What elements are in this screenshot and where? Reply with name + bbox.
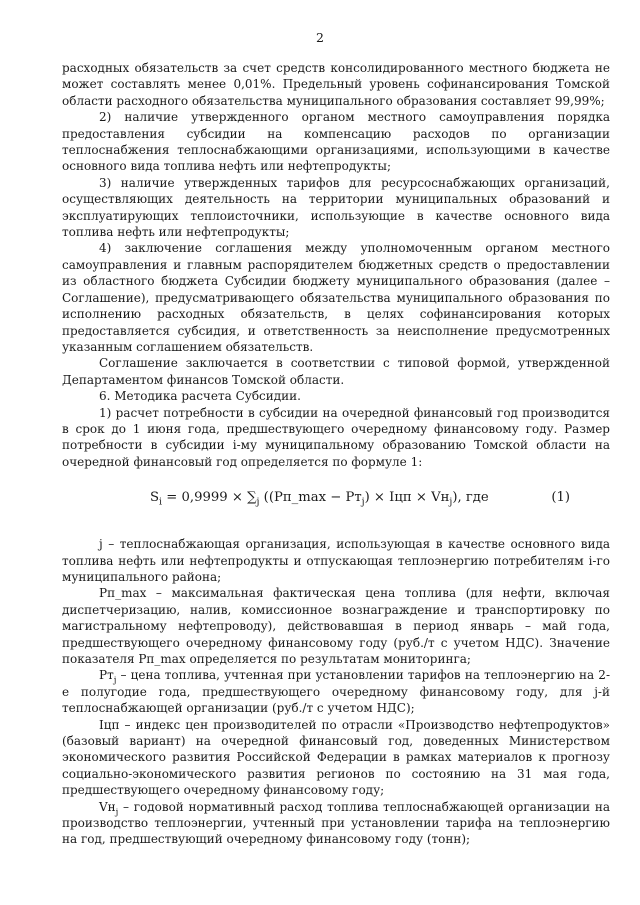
definition-pt-body: – цена топлива, учтенная при установлении тарифов на теплоэнергию на 2-е полугодие года, предшествующего очередному финансовому году, для j-й теплоснабжающей организации (руб./т с учетом НДС);	[62, 668, 610, 716]
definition-vn-body: – годовой нормативный расход топлива теплоснабжающей организации на производство теплоэнергии, учтенный при установлении тарифа на теплоэнергию на год, предшествующий очередному финансовому году (тонн);	[62, 799, 610, 847]
definition-pt	[62, 667, 610, 716]
formula-block	[62, 484, 610, 510]
paragraph-continuation: расходных обязательств за счет средств консолидированного местного бюджета не может составлять менее 0,01%. Предельный уровень софинансирования Томской области расходного обязательства муниципального образования составляет 99,99%;	[62, 61, 610, 108]
formula-vn-sub: j	[449, 496, 453, 508]
formula-coefficient: = 0,9999 × ∑	[162, 490, 257, 506]
formula-close: ), где	[452, 490, 489, 506]
definition-vn-head: Vн	[99, 799, 116, 814]
definition-pt-sub: j	[113, 675, 117, 686]
formula	[150, 490, 489, 506]
paragraph-calculation: 1) расчет потребности в субсидии на очередной финансовый год производится в срок до 1 июня года, предшествующего очередному финансовому году. Размер потребности в субсидии i-му муниципальному образованию Томской области на очередной финансовый год определяется по формуле 1:	[62, 405, 610, 469]
definition-icp: Iцп – индекс цен производителей по отрасли «Производство нефтепродуктов» (базовый вариант) на очередной финансовый год, доведенных Министерством экономического развития Российской Федерации в рамках материалов к прогнозу социально-экономического развития регионов по состоянию на 31 мая года, предшествующего очередному финансовому году;	[62, 717, 610, 798]
paragraph-item-3: 3) наличие утвержденных тарифов для ресурсоснабжающих организаций, осуществляющих деятельность на территории муниципальных образований и эксплуатирующих теплоисточники, использующие в качестве основного вида топлива нефть или нефтепродукты;	[62, 175, 610, 240]
formula-open: ((Рп_max − Рт	[259, 490, 362, 506]
paragraph-item-4: 4) заключение соглашения между уполномоченным органом местного самоуправления и главным распорядителем бюджетных средств о предоставлении из областного бюджета Субсидии бюджету муниципального образования (далее – Соглашение), предусматривающего обязательства муниципального образования по исполнению расходных обязательств, в целях софинансирования которых предоставляется субсидия, и ответственность за неисполнение предусмотренных указанным соглашением обязательств.	[62, 241, 610, 354]
section-heading-methodology: 6. Методика расчета Субсидии.	[99, 389, 301, 404]
formula-pt-sub: j	[361, 496, 365, 508]
definition-vn-sub: j	[115, 807, 119, 818]
definition-j: j – теплоснабжающая организация, использующая в качестве основного вида топлива нефть или нефтепродукты и отпускающая теплоэнергию потребителям i-го муниципального района;	[62, 537, 610, 584]
spacer	[62, 522, 610, 536]
formula-lhs-sub: i	[159, 496, 163, 508]
formula-number: (1)	[551, 490, 570, 506]
page-number: 2	[316, 30, 324, 45]
formula-sum-sub: j	[256, 496, 260, 508]
definition-pp-max: Рп_max – максимальная фактическая цена топлива (для нефти, включая диспетчеризацию, налив, комиссионное вознаграждение и транспортировку по магистральному нефтепроводу), действовавшая в период январь – май года, предшествующего очередному финансовому году (руб./т с учетом НДС). Значение показателя Рп_max определяется по результатам мониторинга;	[62, 586, 610, 666]
document-body	[62, 60, 610, 848]
paragraph-agreement: Соглашение заключается в соответствии с типовой формой, утвержденной Департаментом финансов Томской области.	[62, 356, 610, 387]
formula-lhs: S	[150, 490, 160, 506]
definition-vn	[62, 799, 610, 848]
formula-mid: ) × Iцп × Vн	[364, 490, 450, 506]
definition-pt-head: Рт	[99, 668, 114, 683]
paragraph-item-2: 2) наличие утвержденного органом местного самоуправления порядка предоставления субсидии на компенсацию расходов по организации теплоснабжения теплоснабжающими организациями, использующими в качестве основного вида топлива нефть или нефтепродукты;	[62, 110, 610, 174]
